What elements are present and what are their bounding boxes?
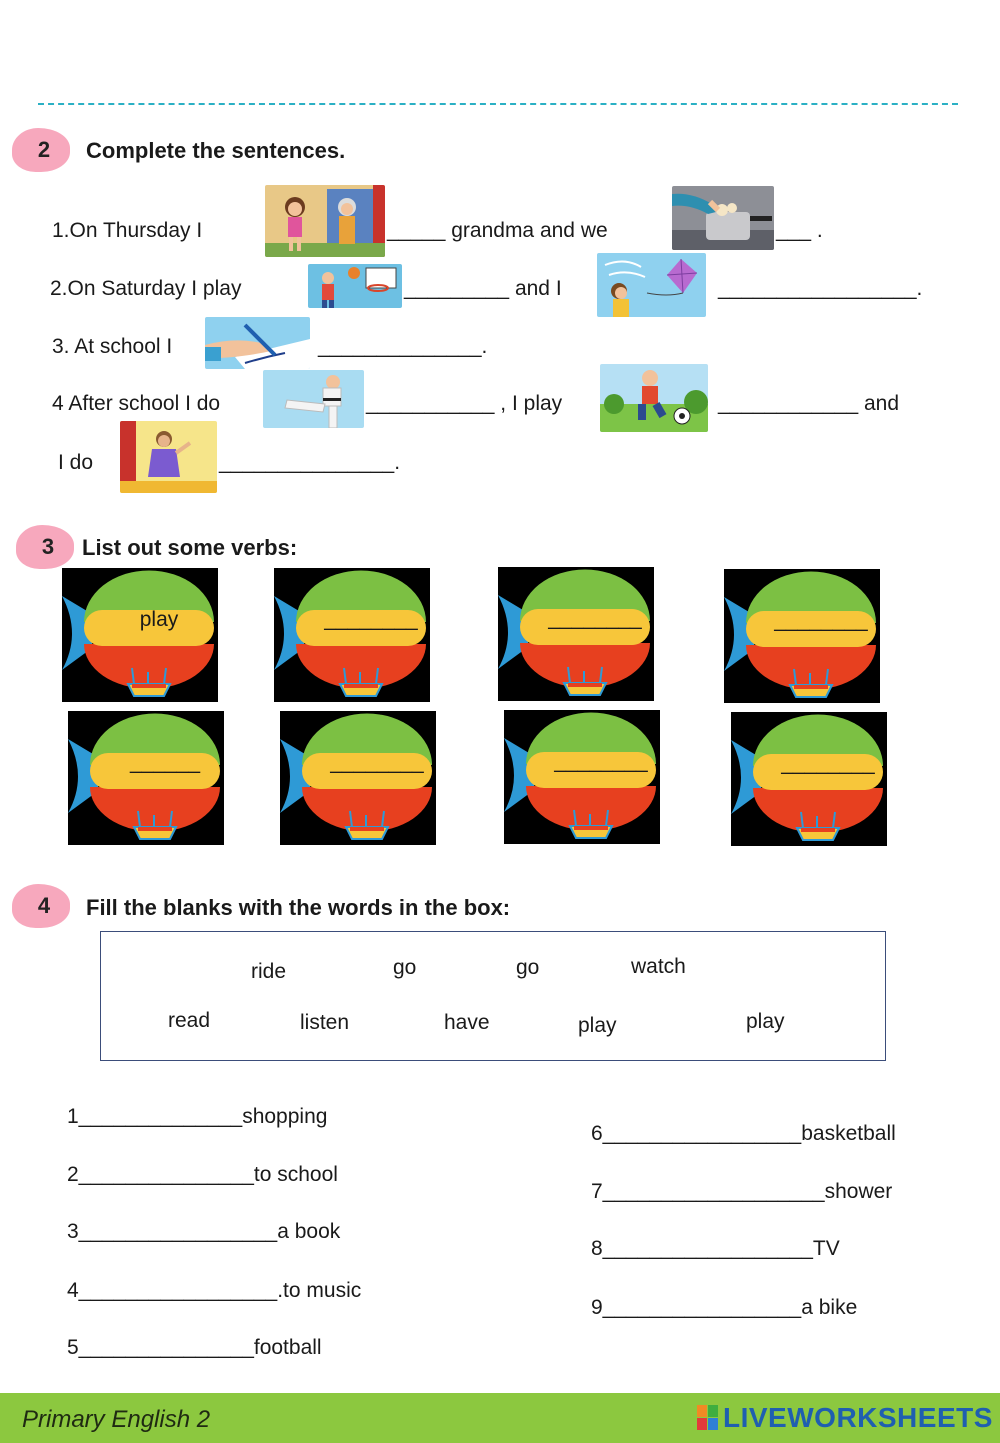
exercise-item-3: 3_________________a book [67, 1220, 341, 1243]
visit-grandma-picture [265, 185, 385, 257]
balloon-card-8 [731, 712, 887, 846]
section-3-badge: 3 [16, 525, 74, 569]
exercise-item-4: 4_________________.to music [67, 1279, 362, 1302]
balloon-card-7 [504, 710, 660, 844]
balloon-answer-5[interactable]: ______ [129, 751, 201, 774]
section-4-title: Fill the blanks with the words in the box: [86, 895, 511, 920]
word-box-item: ride [251, 960, 287, 983]
dashed-divider [38, 103, 958, 105]
balloon-answer-7[interactable]: ________ [554, 750, 648, 773]
word-box-item: go [393, 956, 417, 979]
exercise-item-6: 6_________________basketball [591, 1122, 896, 1145]
word-box-item: play [746, 1010, 785, 1033]
sentence-4-start: 4 After school I do [52, 392, 221, 415]
balloon-answer-8[interactable]: ________ [781, 752, 875, 775]
karate-picture [263, 370, 364, 428]
word-box-item: listen [300, 1011, 350, 1034]
sentence-4-end: ____________ and [718, 392, 900, 415]
sentence-1-end: ___ . [776, 219, 823, 242]
basketball-picture [308, 264, 402, 308]
sentence-5-end: _______________. [219, 451, 401, 474]
word-box-item: have [444, 1011, 490, 1034]
exercise-item-2: 2_______________to school [67, 1163, 338, 1186]
balloon-card-3 [498, 567, 654, 701]
sentence-2-middle: _________ and I [404, 277, 562, 300]
sentence-2-start: 2.On Saturday I play [50, 277, 242, 300]
exercise-item-1: 1______________shopping [67, 1105, 328, 1128]
logo-text: LIVEWORKSHEETS [723, 1402, 993, 1433]
word-box-item: watch [631, 955, 686, 978]
section-2-badge: 2 [12, 128, 70, 172]
logo-cubes-icon [697, 1405, 719, 1431]
balloon-answer-2[interactable]: ________ [324, 608, 418, 631]
balloon-card-1 [62, 568, 218, 702]
balloon-answer-1[interactable]: play [139, 608, 179, 631]
balloon-card-4 [724, 569, 880, 703]
sentence-4-middle: ___________ , I play [366, 392, 563, 415]
balloon-card-6 [280, 711, 436, 845]
balloon-card-5 [68, 711, 224, 845]
balloon-answer-4[interactable]: ________ [774, 609, 868, 632]
liveworksheets-logo[interactable] [697, 1402, 993, 1434]
drama-picture [120, 421, 217, 493]
balloon-card-2 [274, 568, 430, 702]
sentence-1-middle: _____ grandma and we [387, 219, 608, 242]
cooking-picture [672, 186, 774, 250]
sentence-2-end: _________________. [718, 277, 923, 300]
section-2-title: Complete the sentences. [86, 138, 346, 163]
sentence-5-start: I do [58, 451, 94, 474]
exercise-item-8: 8__________________TV [591, 1237, 840, 1260]
footer-title: Primary English 2 [22, 1406, 211, 1433]
exercise-item-7: 7___________________shower [591, 1180, 893, 1203]
sentence-3-start: 3. At school I [52, 335, 173, 358]
exercise-item-9: 9_________________a bike [591, 1296, 858, 1319]
sentence-1-start: 1.On Thursday I [52, 219, 203, 242]
balloon-answer-3[interactable]: ________ [548, 607, 642, 630]
word-box-item: go [516, 956, 540, 979]
football-picture [600, 364, 708, 432]
section-3-title: List out some verbs: [82, 535, 298, 560]
word-box-item: play [578, 1014, 617, 1037]
section-4-badge: 4 [12, 884, 70, 928]
word-box-item: read [168, 1009, 211, 1032]
sentence-3-end: ______________. [318, 335, 488, 358]
exercise-item-5: 5_______________football [67, 1336, 322, 1359]
word-box [100, 931, 886, 1061]
writing-picture [205, 317, 310, 369]
balloon-answer-6[interactable]: ________ [330, 751, 424, 774]
kite-picture [597, 253, 706, 317]
